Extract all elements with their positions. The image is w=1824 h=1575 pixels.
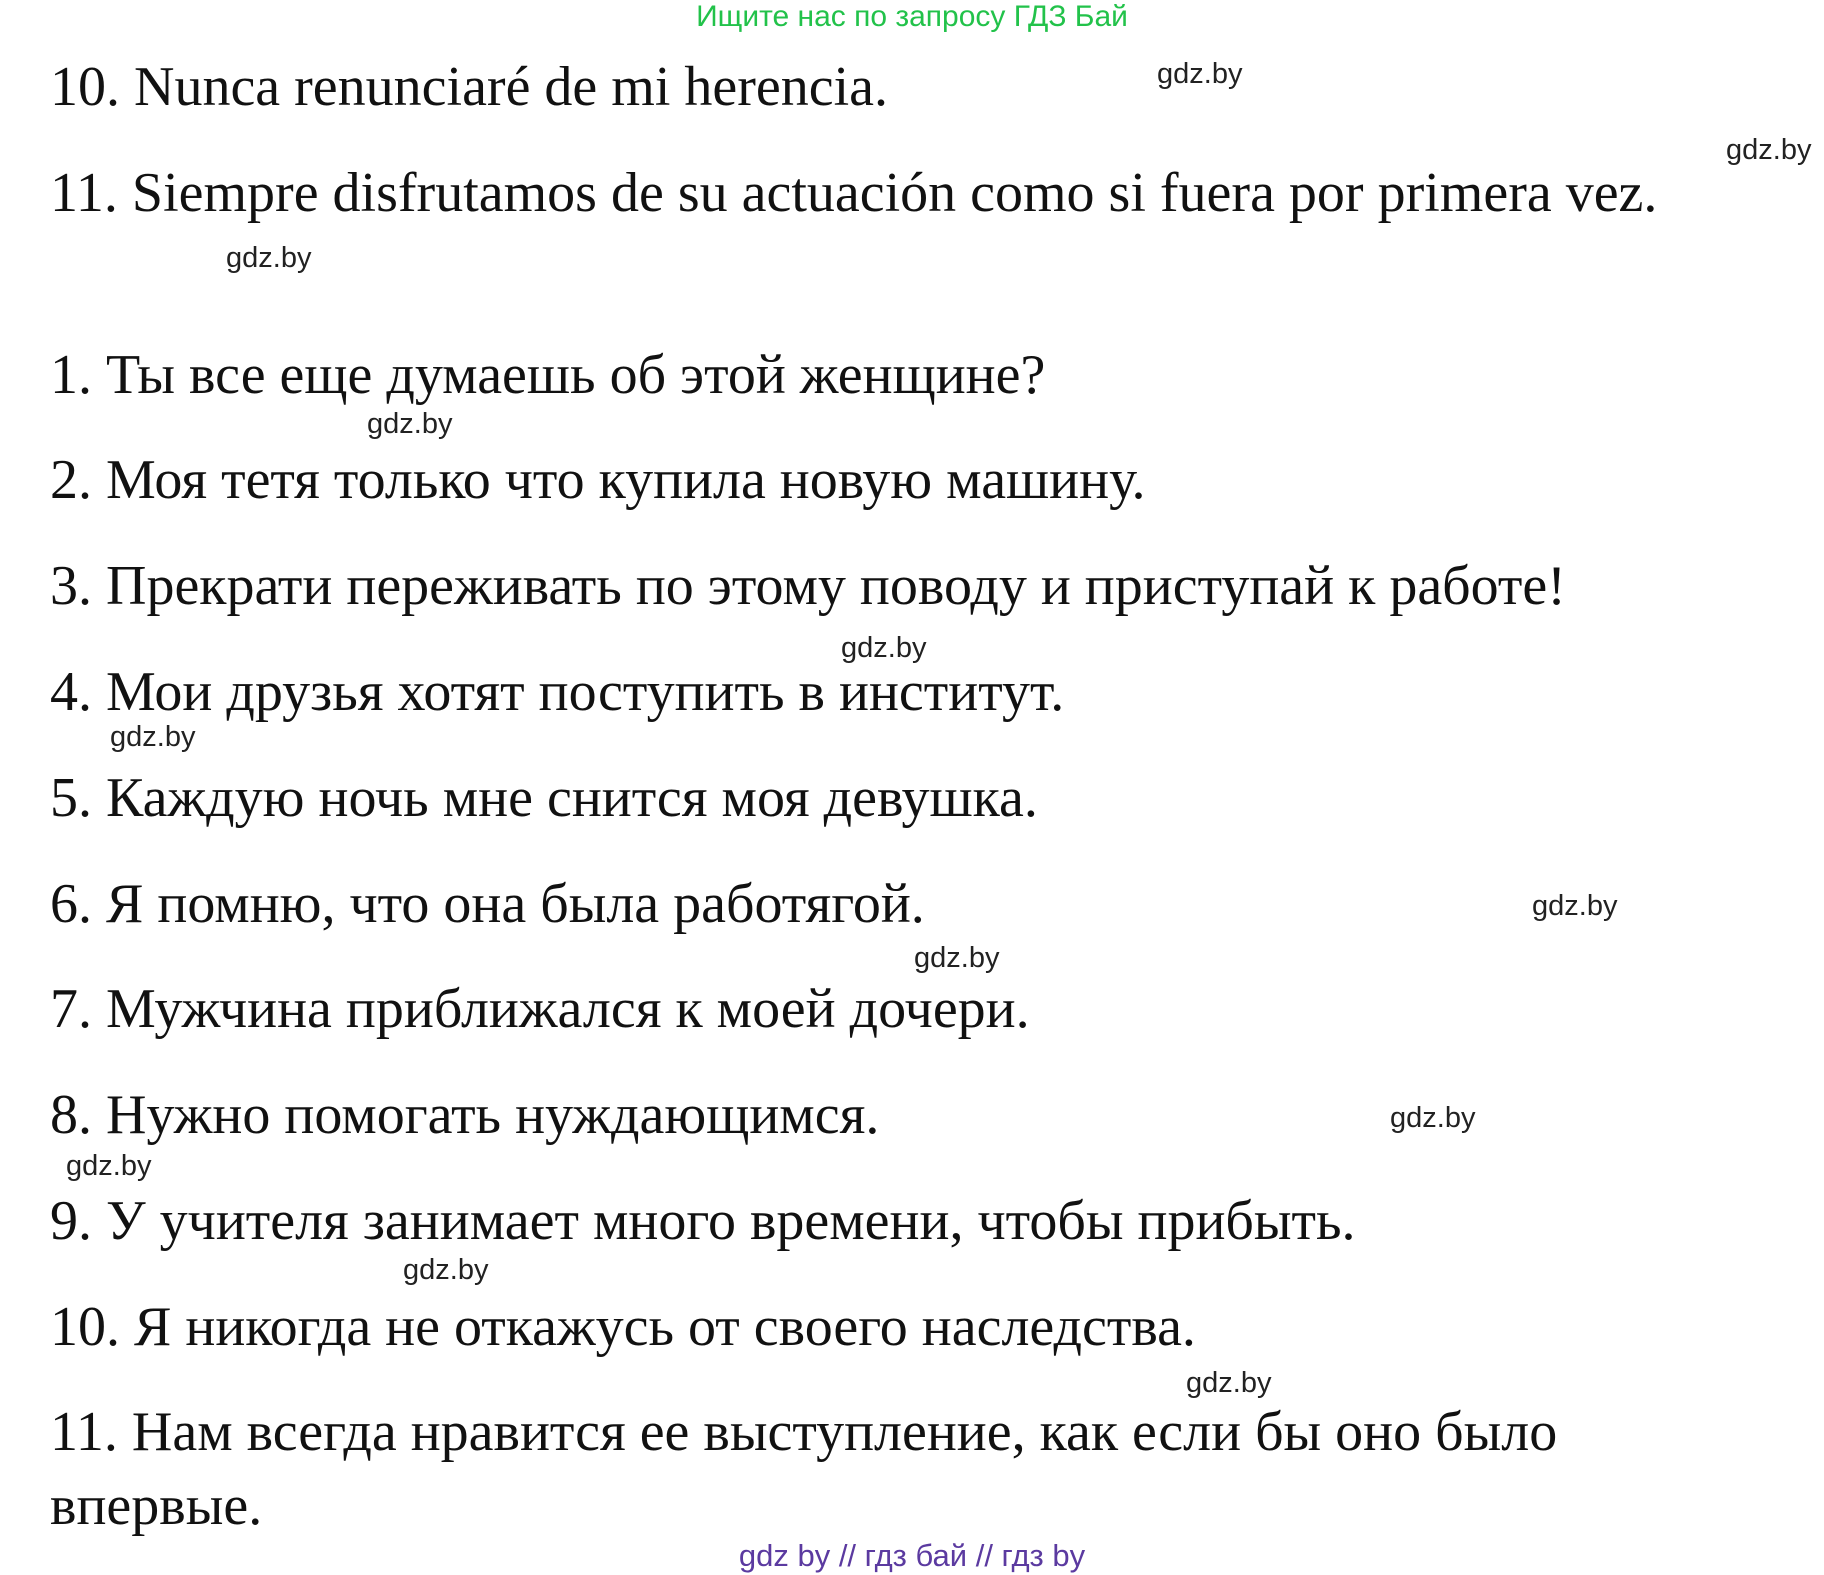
watermark-text: gdz.by <box>841 632 927 664</box>
spanish-line-10: 10. Nunca renunciaré de mi herencia. <box>50 56 889 118</box>
russian-line-10: 10. Я никогда не откажусь от своего наследства. <box>50 1296 1196 1358</box>
watermark-text: gdz.by <box>1157 58 1243 90</box>
footer-links: gdz by // гдз бай // гдз by <box>738 1538 1086 1573</box>
russian-line-7: 7. Мужчина приближался к моей дочери. <box>50 978 1030 1040</box>
watermark-text: gdz.by <box>110 721 196 753</box>
russian-line-3: 3. Прекрати переживать по этому поводу и приступай к работе! <box>50 555 1566 617</box>
watermark-text: gdz.by <box>226 242 312 274</box>
russian-line-8: 8. Нужно помогать нуждающимся. <box>50 1084 880 1146</box>
russian-line-5: 5. Каждую ночь мне снится моя девушка. <box>50 767 1038 829</box>
top-banner: Ищите нас по запросу ГДЗ Бай <box>696 0 1128 33</box>
russian-line-11-continued: впервые. <box>50 1475 263 1537</box>
russian-line-1: 1. Ты все еще думаешь об этой женщине? <box>50 344 1046 406</box>
watermark-text: gdz.by <box>403 1254 489 1286</box>
russian-line-4: 4. Мои друзья хотят поступить в институт. <box>50 661 1065 723</box>
watermark-text: gdz.by <box>66 1150 152 1182</box>
spanish-line-11: 11. Siempre disfrutamos de su actuación como si fuera por primera vez. <box>50 162 1658 224</box>
watermark-text: gdz.by <box>367 408 453 440</box>
russian-line-2: 2. Моя тетя только что купила новую машину. <box>50 449 1146 511</box>
russian-line-11: 11. Нам всегда нравится ее выступление, как если бы оно было <box>50 1401 1558 1463</box>
watermark-text: gdz.by <box>1532 890 1618 922</box>
russian-line-6: 6. Я помню, что она была работягой. <box>50 873 925 935</box>
russian-line-9: 9. У учителя занимает много времени, чтобы прибыть. <box>50 1190 1356 1252</box>
watermark-text: gdz.by <box>1726 134 1812 166</box>
watermark-text: gdz.by <box>1390 1102 1476 1134</box>
watermark-text: gdz.by <box>1186 1367 1272 1399</box>
watermark-text: gdz.by <box>914 942 1000 974</box>
